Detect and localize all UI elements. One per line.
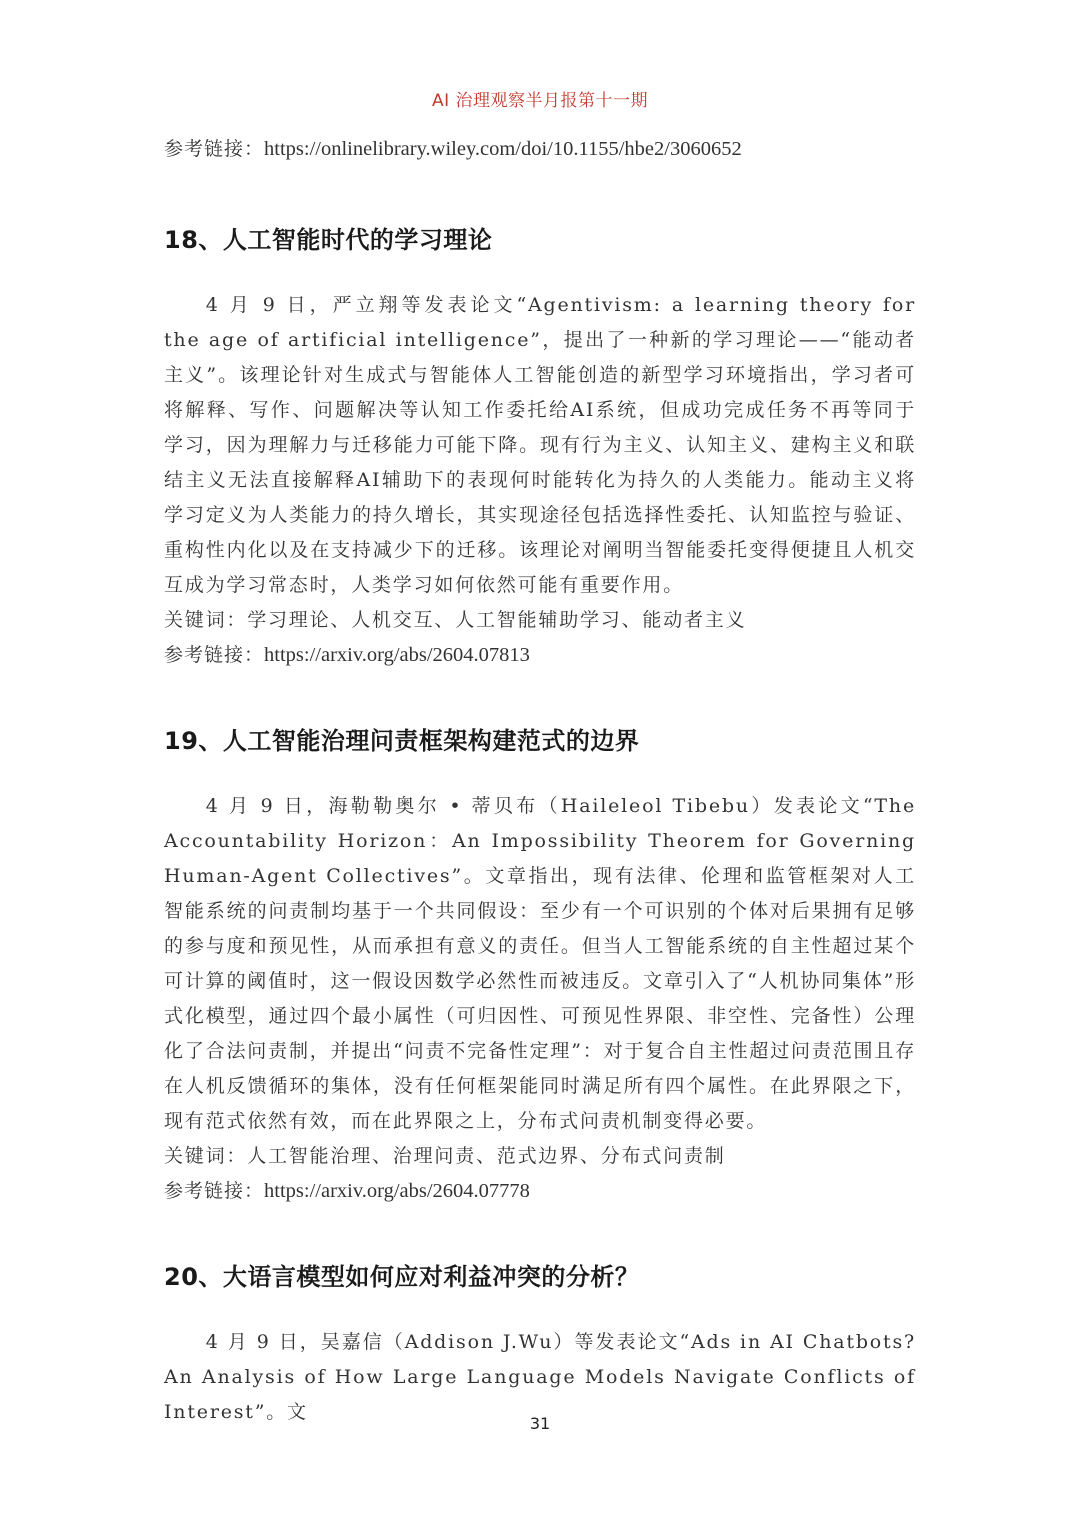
- section-heading: 19、人工智能治理问责框架构建范式的边界: [164, 727, 640, 755]
- section-20: [164, 1261, 916, 1430]
- section-18: [164, 224, 916, 673]
- keywords: 关键词：学习理论、人机交互、人工智能辅助学习、能动者主义: [164, 609, 747, 631]
- reference-url[interactable]: https://arxiv.org/abs/2604.07813: [264, 644, 530, 666]
- page-content: [164, 132, 916, 1430]
- running-header: AI 治理观察半月报第十一期: [431, 91, 649, 111]
- reference-link: [164, 638, 916, 673]
- section-heading: 18、人工智能时代的学习理论: [164, 226, 493, 254]
- page-number: 31: [529, 1414, 551, 1433]
- section-heading: 20、大语言模型如何应对利益冲突的分析？: [164, 1263, 640, 1291]
- keywords: 关键词：人工智能治理、治理问责、范式边界、分布式问责制: [164, 1145, 726, 1167]
- reference-link: [164, 1174, 916, 1209]
- reference-label: 参考链接：: [164, 1180, 265, 1202]
- reference-label: 参考链接：: [164, 138, 265, 160]
- reference-url[interactable]: https://onlinelibrary.wiley.com/doi/10.1155/hbe2/3060652: [264, 138, 742, 160]
- reference-url[interactable]: https://arxiv.org/abs/2604.07778: [264, 1180, 530, 1202]
- section-body: 4 月 9 日，吴嘉信（Addison J.Wu）等发表论文“Ads in AI Chatbots? An Analysis of How Large Language Models Navigate Conflicts of Interest”。文: [164, 1331, 916, 1423]
- section-19: [164, 725, 916, 1209]
- reference-label: 参考链接：: [164, 644, 265, 666]
- reference-link-top: [164, 132, 916, 167]
- section-body: 4 月 9 日，严立翔等发表论文“Agentivism: a learning theory for the age of artificial intelligence”，提出了一种新的学习理论——“能动者主义”。该理论针对生成式与智能体人工智能创造的新型学习环境指出，学习者可将解释、写作、问题解决等认知工作委托给AI系统，但成功完成任务不再等同于学习，因为理解力与迁移能力可能下降。现有行为主义、认知主义、建构主义和联结主义无法直接解释AI辅助下的表现何时能转化为持久的人类能力。能动主义将学习定义为人类能力的持久增长，其实现途径包括选择性委托、认知监控与验证、重构性内化以及在支持减少下的迁移。该理论对阐明当智能委托变得便捷且人机交互成为学习常态时，人类学习如何依然可能有重要作用。: [164, 294, 916, 596]
- section-body: 4 月 9 日，海勒勒奥尔 • 蒂贝布（Haileleol Tibebu）发表论文“The Accountability Horizon：An Impossibility Theorem for Governing Human-Agent Collectives”。文章指出，现有法律、伦理和监管框架对人工智能系统的问责制均基于一个共同假设：至少有一个可识别的个体对后果拥有足够的参与度和预见性，从而承担有意义的责任。但当人工智能系统的自主性超过某个可计算的阈值时，这一假设因数学必然性而被违反。文章引入了“人机协同集体”形式化模型，通过四个最小属性（可归因性、可预见性界限、非空性、完备性）公理化了合法问责制，并提出“问责不完备性定理”：对于复合自主性超过问责范围且存在人机反馈循环的集体，没有任何框架能同时满足所有四个属性。在此界限之下，现有范式依然有效，而在此界限之上，分布式问责机制变得必要。: [164, 795, 916, 1132]
